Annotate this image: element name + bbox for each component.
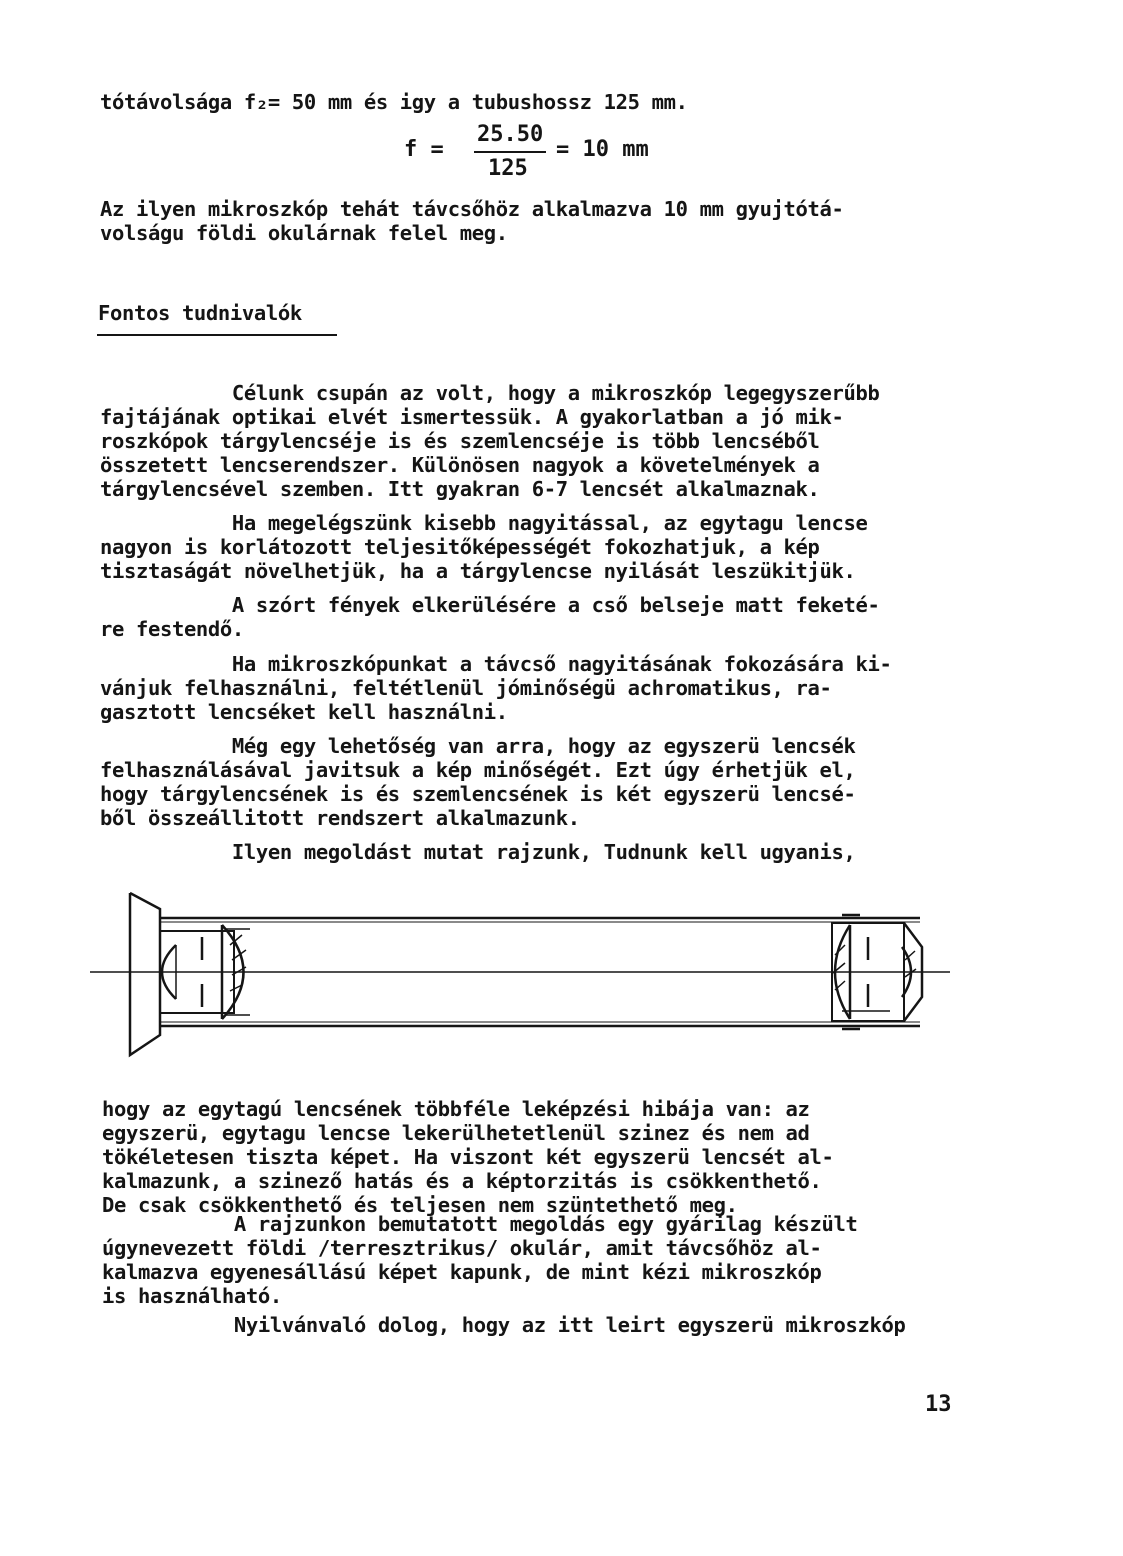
formula-rhs: = 10 mm xyxy=(556,137,649,162)
paragraph-2: Ha megelégszünk kisebb nagyitással, az egytagu lencse nagyon is korlátozott teljesitőképességét fokozhatjuk, a kép tisztaságát növelhetjük, ha a tárgylencse nyilását leszükitjük. xyxy=(100,511,868,583)
paragraph-9: Nyilvánvaló dolog, hogy az itt leirt egyszerü mikroszkóp xyxy=(102,1313,906,1337)
paragraph-3: A szórt fények elkerülésére a cső belseje matt feketé- re festendő. xyxy=(100,593,880,641)
intro-line-2: Az ilyen mikroszkóp tehát távcsőhöz alkalmazva 10 mm gyujtótá- xyxy=(100,197,844,221)
paragraph-8: A rajzunkon bemutatott megoldás egy gyárilag készült úgynevezett földi /terresztrikus/ okulár, amit távcsőhöz al- kalmazva egyenesállású képet kapunk, de mint kézi mikroszkóp is használható. xyxy=(102,1212,858,1308)
fraction-bar xyxy=(474,151,546,153)
paragraph-6: Ilyen megoldást mutat rajzunk, Tudnunk kell ugyanis, xyxy=(100,840,856,864)
section-heading: Fontos tudnivalók xyxy=(98,301,302,325)
paragraph-5: Még egy lehetőség van arra, hogy az egyszerü lencsék felhasználásával javitsuk a kép minőségét. Ezt úgy érhetjük el, hogy tárgylencsének is és szemlencsének is két egyszerü lencsé- ből összeállitott rendszert alkalmazunk. xyxy=(100,734,856,830)
paragraph-1: Célunk csupán az volt, hogy a mikroszkóp legegyszerűbb fajtájának optikai elvét ismertessük. A gyakorlatban a jó mik- roszkópok tárgylencséje is és szemlencséje is több lencséből összetett lencserendszer. Különösen nagyok a követelmények a tárgylencsével szemben. Itt gyakran 6-7 lencsét alkalmaznak. xyxy=(100,381,880,501)
eyepiece-diagram xyxy=(90,885,970,1065)
formula-numerator: 25.50 xyxy=(477,122,544,147)
intro-line-3: volságu földi okulárnak felel meg. xyxy=(100,221,508,245)
formula-denominator: 125 xyxy=(488,156,528,181)
formula-lhs: f = xyxy=(404,137,444,162)
intro-line-1: tótávolsága f₂= 50 mm és igy a tubushossz 125 mm. xyxy=(100,90,688,114)
page-number: 13 xyxy=(925,1392,952,1417)
paragraph-4: Ha mikroszkópunkat a távcső nagyitásának fokozására ki- vánjuk felhasználni, feltétlenül jóminőségü achromatikus, ra- gasztott lencséket kell használni. xyxy=(100,652,892,724)
paragraph-7: hogy az egytagú lencsének többféle leképzési hibája van: az egyszerü, egytagu lencse lekerülhetetlenül szinez és nem ad tökéletesen tiszta képet. Ha viszont két egyszerü lencsét al- kalmazunk, a szinező hatás és a képtorzitás is csökkenthető. De csak csökkenthető és teljesen nem szüntethető meg. xyxy=(102,1097,834,1217)
heading-underline xyxy=(97,334,337,336)
